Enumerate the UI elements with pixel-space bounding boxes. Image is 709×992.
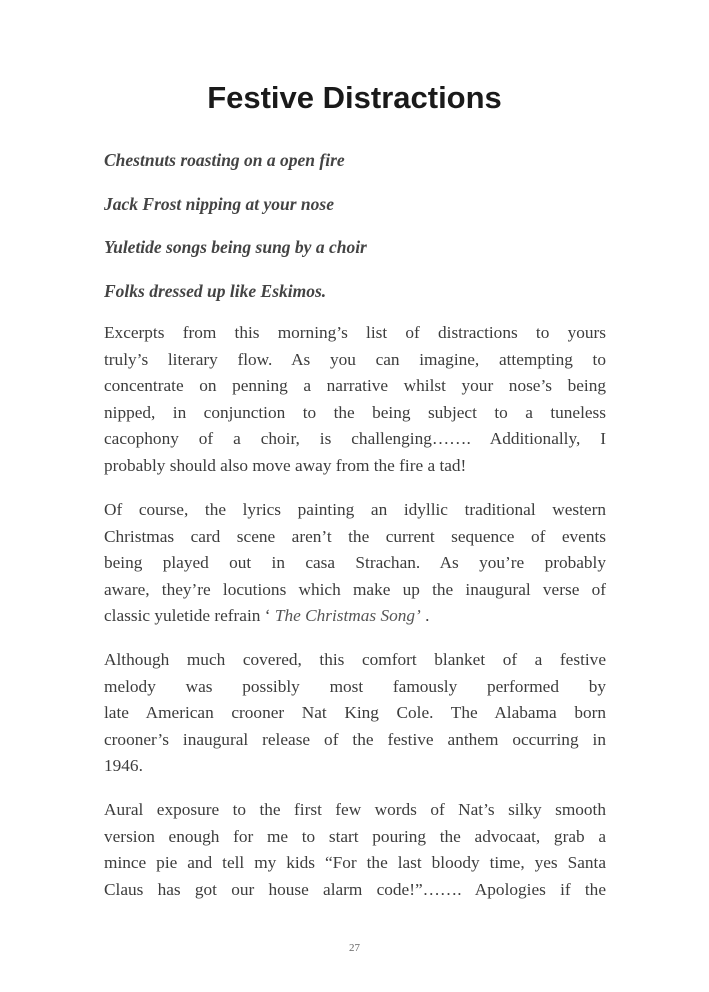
lyrics-block	[104, 149, 606, 323]
text-line: version enough for me to start pouring the advocaat, grab a	[104, 826, 606, 846]
page-number: 27	[349, 942, 360, 954]
text-line: aware, they’re locutions which make up the inaugural verse of	[104, 579, 606, 599]
text-line: nipped, in conjunction to the being subject to a tuneless	[104, 402, 606, 422]
paragraph-1	[104, 320, 606, 480]
text-line: Although much covered, this comfort blanket of a festive	[104, 650, 606, 669]
text-line: Christmas card scene aren’t the current sequence of events	[104, 526, 606, 546]
paragraph-4	[104, 797, 606, 903]
lyric-line: Jack Frost nipping at your nose	[104, 193, 334, 214]
song-title: The Christmas Song’	[274, 606, 421, 626]
text-line: being played out in casa Strachan. As you’re probably	[104, 553, 606, 573]
text-line: Excerpts from this morning’s list of distractions to yours	[104, 323, 606, 342]
lyric-line: Chestnuts roasting on a open fire	[104, 150, 345, 170]
text-line: Aural exposure to the first few words of Nat’s silky smooth	[104, 800, 606, 819]
paragraph-3	[104, 647, 606, 780]
text-line: probably should also move away from the fire a tad!	[104, 455, 467, 475]
text-line: Of course, the lyrics painting an idyllic traditional western	[104, 500, 606, 519]
text-line: truly’s literary flow. As you can imagine, attempting to	[104, 349, 606, 369]
text-line: melody was possibly most famously performed by	[104, 676, 606, 696]
text-fragment: .	[420, 606, 430, 626]
lyric-line: Folks dressed up like Eskimos.	[104, 280, 327, 301]
text-line	[104, 603, 606, 630]
text-line: late American crooner Nat King Cole. The Alabama born	[104, 703, 606, 723]
text-line: 1946.	[104, 756, 143, 776]
text-fragment: classic yuletide refrain ‘	[104, 606, 275, 626]
lyric-line: Yuletide songs being sung by a choir	[104, 237, 367, 257]
text-line: mince pie and tell my kids “For the last bloody time, yes Santa	[104, 853, 606, 873]
paragraph-2	[104, 497, 606, 630]
text-line: crooner’s inaugural release of the festive anthem occurring in	[104, 729, 606, 749]
text-line: Claus has got our house alarm code!”……. Apologies if the	[104, 879, 606, 899]
chapter-title: Festive Distractions	[207, 80, 502, 115]
text-line: concentrate on penning a narrative whilst your nose’s being	[104, 376, 606, 396]
text-line: cacophony of a choir, is challenging……. Additionally, I	[104, 429, 606, 449]
